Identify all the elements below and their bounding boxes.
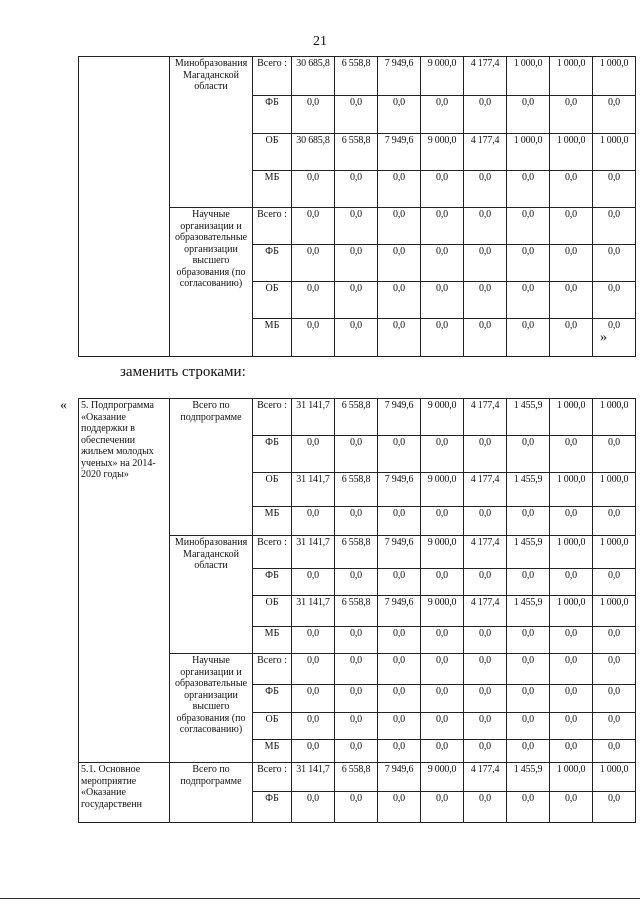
amount-cell: 9 000,0 <box>421 596 464 627</box>
funding-source-cell: ОБ <box>253 596 292 627</box>
amount-cell: 0,0 <box>335 282 378 319</box>
amount-cell: 0,0 <box>292 569 335 596</box>
amount-cell: 0,0 <box>507 171 550 208</box>
amount-cell: 1 000,0 <box>593 596 636 627</box>
page-bottom-rule <box>0 898 640 899</box>
amount-cell: 0,0 <box>464 436 507 473</box>
amount-cell: 0,0 <box>593 507 636 536</box>
amount-cell: 0,0 <box>550 245 593 282</box>
amount-cell: 0,0 <box>507 713 550 740</box>
closing-quote: » <box>600 330 607 345</box>
amount-cell: 6 558,8 <box>335 596 378 627</box>
amount-cell: 6 558,8 <box>335 57 378 96</box>
amount-cell: 0,0 <box>550 507 593 536</box>
amount-cell: 0,0 <box>378 319 421 357</box>
amount-cell: 1 455,9 <box>507 596 550 627</box>
amount-cell: 1 455,9 <box>507 399 550 436</box>
amount-cell: 0,0 <box>550 319 593 357</box>
amount-cell: 1 000,0 <box>593 536 636 569</box>
amount-cell: 0,0 <box>421 507 464 536</box>
funding-source-cell: ФБ <box>253 569 292 596</box>
amount-cell: 4 177,4 <box>464 134 507 171</box>
amount-cell: 0,0 <box>464 282 507 319</box>
amount-cell: 0,0 <box>550 792 593 823</box>
amount-cell: 0,0 <box>550 282 593 319</box>
table-row <box>79 763 636 792</box>
amount-cell: 0,0 <box>421 208 464 245</box>
amount-cell: 0,0 <box>464 654 507 685</box>
amount-cell: 0,0 <box>378 569 421 596</box>
amount-cell: 9 000,0 <box>421 473 464 507</box>
main-event-title-cell: 5.1. Основное мероприятие «Оказание государственн <box>79 763 170 823</box>
amount-cell: 1 000,0 <box>550 763 593 792</box>
funding-source-cell: Всего : <box>253 57 292 96</box>
amount-cell: 0,0 <box>550 569 593 596</box>
amount-cell: 0,0 <box>421 436 464 473</box>
executor-cell: Минобразования Магаданской области <box>170 536 253 654</box>
amount-cell: 0,0 <box>421 245 464 282</box>
amount-cell: 0,0 <box>378 245 421 282</box>
amount-cell: 0,0 <box>464 685 507 713</box>
amount-cell: 7 949,6 <box>378 134 421 171</box>
amount-cell: 7 949,6 <box>378 473 421 507</box>
amount-cell: 9 000,0 <box>421 57 464 96</box>
amount-cell: 1 000,0 <box>550 134 593 171</box>
amount-cell: 0,0 <box>550 713 593 740</box>
amount-cell: 1 000,0 <box>593 763 636 792</box>
amount-cell: 0,0 <box>550 96 593 134</box>
amount-cell: 0,0 <box>507 740 550 763</box>
amount-cell: 7 949,6 <box>378 536 421 569</box>
amount-cell: 0,0 <box>507 245 550 282</box>
amount-cell: 0,0 <box>593 685 636 713</box>
amount-cell: 0,0 <box>464 569 507 596</box>
amount-cell: 1 455,9 <box>507 763 550 792</box>
funding-source-cell: МБ <box>253 507 292 536</box>
amount-cell: 0,0 <box>378 208 421 245</box>
replace-instruction: заменить строками: <box>120 364 246 380</box>
amount-cell: 1 000,0 <box>507 134 550 171</box>
amount-cell: 0,0 <box>507 569 550 596</box>
funding-source-cell: Всего : <box>253 763 292 792</box>
amount-cell: 0,0 <box>593 792 636 823</box>
amount-cell: 0,0 <box>507 208 550 245</box>
amount-cell: 0,0 <box>292 171 335 208</box>
amount-cell: 0,0 <box>292 713 335 740</box>
amount-cell: 30 685,8 <box>292 134 335 171</box>
amount-cell: 31 141,7 <box>292 596 335 627</box>
amount-cell: 0,0 <box>550 685 593 713</box>
funding-source-cell: Всего : <box>253 536 292 569</box>
amount-cell: 0,0 <box>378 171 421 208</box>
funding-source-cell: ОБ <box>253 473 292 507</box>
amount-cell: 0,0 <box>593 654 636 685</box>
amount-cell: 0,0 <box>593 245 636 282</box>
amount-cell: 9 000,0 <box>421 399 464 436</box>
amount-cell: 0,0 <box>507 282 550 319</box>
funding-source-cell: Всего : <box>253 399 292 436</box>
amount-cell: 7 949,6 <box>378 57 421 96</box>
amount-cell: 0,0 <box>421 569 464 596</box>
amount-cell: 0,0 <box>421 792 464 823</box>
amount-cell: 0,0 <box>292 436 335 473</box>
amount-cell: 0,0 <box>335 319 378 357</box>
budget-table-replacement <box>78 398 636 823</box>
funding-source-cell: МБ <box>253 171 292 208</box>
amount-cell: 0,0 <box>335 654 378 685</box>
amount-cell: 4 177,4 <box>464 763 507 792</box>
amount-cell: 0,0 <box>292 319 335 357</box>
amount-cell: 1 000,0 <box>593 473 636 507</box>
amount-cell: 0,0 <box>507 792 550 823</box>
page-number: 21 <box>313 34 327 49</box>
funding-source-cell: Всего : <box>253 654 292 685</box>
amount-cell: 31 141,7 <box>292 536 335 569</box>
amount-cell: 1 000,0 <box>550 57 593 96</box>
executor-cell: Минобразования Магаданской области <box>170 57 253 208</box>
amount-cell: 0,0 <box>464 713 507 740</box>
amount-cell: 0,0 <box>378 627 421 654</box>
amount-cell: 0,0 <box>335 436 378 473</box>
amount-cell: 0,0 <box>335 96 378 134</box>
amount-cell: 7 949,6 <box>378 596 421 627</box>
amount-cell: 0,0 <box>464 208 507 245</box>
amount-cell: 0,0 <box>507 627 550 654</box>
amount-cell: 0,0 <box>464 319 507 357</box>
amount-cell: 0,0 <box>335 713 378 740</box>
amount-cell: 1 000,0 <box>550 399 593 436</box>
amount-cell: 0,0 <box>593 713 636 740</box>
amount-cell: 0,0 <box>593 436 636 473</box>
amount-cell: 0,0 <box>378 96 421 134</box>
amount-cell: 0,0 <box>550 740 593 763</box>
amount-cell: 1 000,0 <box>507 57 550 96</box>
amount-cell: 0,0 <box>292 792 335 823</box>
amount-cell: 6 558,8 <box>335 763 378 792</box>
funding-source-cell: ФБ <box>253 685 292 713</box>
amount-cell: 0,0 <box>464 96 507 134</box>
amount-cell: 0,0 <box>593 627 636 654</box>
amount-cell: 0,0 <box>550 627 593 654</box>
funding-source-cell: ОБ <box>253 282 292 319</box>
budget-table-original <box>78 56 636 357</box>
amount-cell: 4 177,4 <box>464 57 507 96</box>
amount-cell: 0,0 <box>378 507 421 536</box>
amount-cell: 1 000,0 <box>550 536 593 569</box>
amount-cell: 31 141,7 <box>292 763 335 792</box>
amount-cell: 0,0 <box>292 208 335 245</box>
funding-source-cell: ФБ <box>253 792 292 823</box>
amount-cell: 1 000,0 <box>550 596 593 627</box>
program-cell-empty <box>79 57 170 357</box>
amount-cell: 0,0 <box>421 627 464 654</box>
funding-source-cell: ОБ <box>253 713 292 740</box>
executor-cell: Научные организации и образовательные организации высшего образования (по согласованию) <box>170 208 253 357</box>
amount-cell: 6 558,8 <box>335 399 378 436</box>
funding-source-cell: ОБ <box>253 134 292 171</box>
amount-cell: 0,0 <box>335 208 378 245</box>
amount-cell: 7 949,6 <box>378 399 421 436</box>
funding-source-cell: ФБ <box>253 436 292 473</box>
amount-cell: 0,0 <box>593 282 636 319</box>
executor-cell: Всего по подпрограмме <box>170 763 253 823</box>
subprogram-title-cell: 5. Подпрограмма «Оказание поддержки в обеспечении жильем молодых ученых» на 2014-2020 годы» <box>79 399 170 763</box>
amount-cell: 0,0 <box>292 627 335 654</box>
amount-cell: 0,0 <box>507 319 550 357</box>
amount-cell: 1 000,0 <box>593 57 636 96</box>
amount-cell: 0,0 <box>335 740 378 763</box>
amount-cell: 0,0 <box>421 685 464 713</box>
table-row <box>79 399 636 436</box>
funding-source-cell: Всего : <box>253 208 292 245</box>
amount-cell: 0,0 <box>593 96 636 134</box>
amount-cell: 9 000,0 <box>421 536 464 569</box>
amount-cell: 30 685,8 <box>292 57 335 96</box>
amount-cell: 0,0 <box>421 96 464 134</box>
funding-source-cell: ФБ <box>253 96 292 134</box>
amount-cell: 31 141,7 <box>292 473 335 507</box>
amount-cell: 0,0 <box>421 740 464 763</box>
amount-cell: 4 177,4 <box>464 596 507 627</box>
amount-cell: 0,0 <box>507 507 550 536</box>
amount-cell: 9 000,0 <box>421 763 464 792</box>
amount-cell: 0,0 <box>593 569 636 596</box>
amount-cell: 0,0 <box>292 96 335 134</box>
amount-cell: 31 141,7 <box>292 399 335 436</box>
amount-cell: 0,0 <box>335 507 378 536</box>
amount-cell: 0,0 <box>464 627 507 654</box>
amount-cell: 0,0 <box>292 740 335 763</box>
amount-cell: 1 000,0 <box>593 134 636 171</box>
funding-source-cell: МБ <box>253 319 292 357</box>
amount-cell: 0,0 <box>292 685 335 713</box>
amount-cell: 0,0 <box>550 436 593 473</box>
amount-cell: 0,0 <box>421 713 464 740</box>
amount-cell: 7 949,6 <box>378 763 421 792</box>
amount-cell: 6 558,8 <box>335 473 378 507</box>
amount-cell: 0,0 <box>292 245 335 282</box>
amount-cell: 0,0 <box>550 654 593 685</box>
amount-cell: 0,0 <box>292 654 335 685</box>
amount-cell: 0,0 <box>421 282 464 319</box>
amount-cell: 0,0 <box>378 282 421 319</box>
amount-cell: 4 177,4 <box>464 399 507 436</box>
amount-cell: 9 000,0 <box>421 134 464 171</box>
amount-cell: 0,0 <box>550 171 593 208</box>
amount-cell: 1 000,0 <box>593 399 636 436</box>
amount-cell: 0,0 <box>335 792 378 823</box>
amount-cell: 0,0 <box>507 436 550 473</box>
amount-cell: 6 558,8 <box>335 536 378 569</box>
amount-cell: 0,0 <box>335 685 378 713</box>
amount-cell: 1 455,9 <box>507 473 550 507</box>
funding-source-cell: МБ <box>253 627 292 654</box>
amount-cell: 1 455,9 <box>507 536 550 569</box>
amount-cell: 0,0 <box>378 685 421 713</box>
amount-cell: 0,0 <box>464 171 507 208</box>
amount-cell: 0,0 <box>464 507 507 536</box>
amount-cell: 0,0 <box>421 171 464 208</box>
executor-cell: Всего по подпрограмме <box>170 399 253 536</box>
amount-cell: 0,0 <box>335 627 378 654</box>
amount-cell: 0,0 <box>507 654 550 685</box>
amount-cell: 0,0 <box>378 654 421 685</box>
amount-cell: 0,0 <box>378 713 421 740</box>
amount-cell: 4 177,4 <box>464 536 507 569</box>
amount-cell: 0,0 <box>335 171 378 208</box>
opening-quote: « <box>60 398 67 413</box>
amount-cell: 0,0 <box>378 436 421 473</box>
amount-cell: 0,0 <box>292 282 335 319</box>
amount-cell: 0,0 <box>593 208 636 245</box>
amount-cell: 0,0 <box>550 208 593 245</box>
amount-cell: 0,0 <box>507 685 550 713</box>
amount-cell: 0,0 <box>378 740 421 763</box>
amount-cell: 0,0 <box>464 245 507 282</box>
funding-source-cell: МБ <box>253 740 292 763</box>
amount-cell: 0,0 <box>421 319 464 357</box>
amount-cell: 0,0 <box>507 96 550 134</box>
amount-cell: 0,0 <box>421 654 464 685</box>
amount-cell: 0,0 <box>335 245 378 282</box>
executor-cell: Научные организации и образовательные организации высшего образования (по согласованию) <box>170 654 253 763</box>
amount-cell: 0,0 <box>464 792 507 823</box>
amount-cell: 0,0 <box>335 569 378 596</box>
amount-cell: 0,0 <box>593 740 636 763</box>
amount-cell: 4 177,4 <box>464 473 507 507</box>
amount-cell: 6 558,8 <box>335 134 378 171</box>
amount-cell: 0,0 <box>593 319 636 357</box>
amount-cell: 0,0 <box>464 740 507 763</box>
amount-cell: 0,0 <box>292 507 335 536</box>
funding-source-cell: ФБ <box>253 245 292 282</box>
amount-cell: 0,0 <box>593 171 636 208</box>
amount-cell: 1 000,0 <box>550 473 593 507</box>
amount-cell: 0,0 <box>378 792 421 823</box>
table-row <box>79 57 636 96</box>
